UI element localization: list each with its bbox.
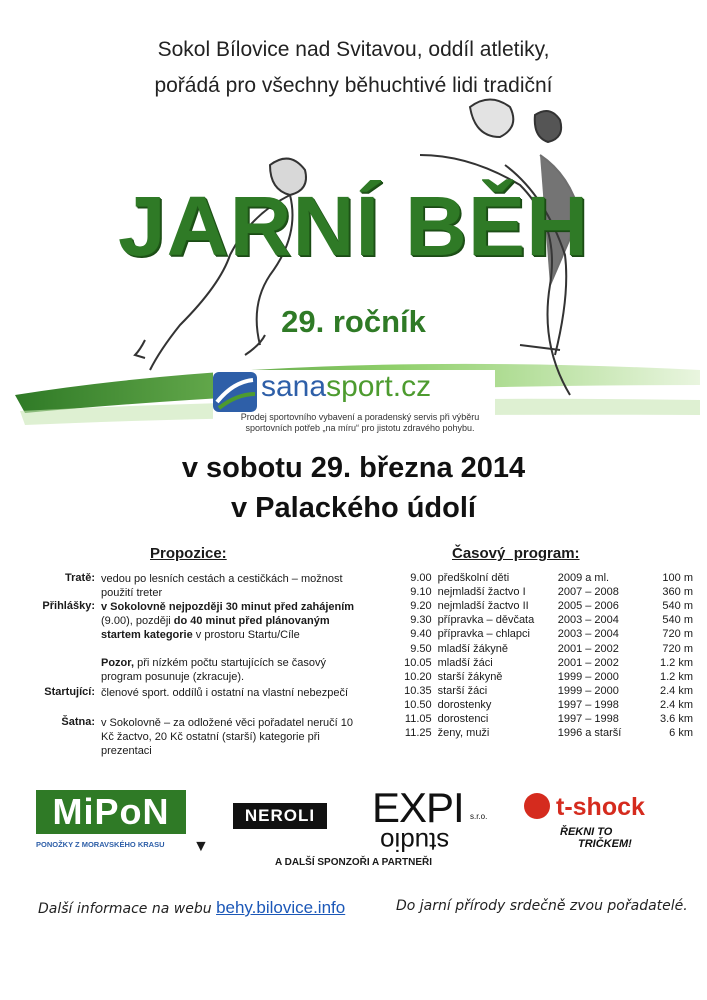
schedule-row xyxy=(393,726,693,740)
schedule-distance: 360 m xyxy=(662,586,693,599)
schedule-category: mladší žáci xyxy=(437,656,493,669)
propozice-heading: Propozice: xyxy=(150,545,227,562)
prihlasky-label: Přihlášky: xyxy=(42,600,95,612)
expi-sro: s.r.o. xyxy=(470,812,488,821)
event-place: v Palackého údolí xyxy=(231,492,476,524)
footer-invite: Do jarní přírody srdečně zvou pořadatelé. xyxy=(396,898,688,914)
schedule-category: dorostenci xyxy=(437,712,489,725)
header-line-2: pořádá pro všechny běhuchtivé lidi tradiční xyxy=(154,74,553,97)
schedule-row xyxy=(393,599,693,613)
expi-logo: EXPI xyxy=(372,784,464,831)
brand-sport: sport.cz xyxy=(326,370,432,403)
trate-text: vedou po lesních cestách a cestičkách – možnost použití treter xyxy=(101,573,343,599)
mipon-subtitle: PONOŽKY Z MORAVSKÉHO KRASU xyxy=(36,840,165,849)
prihlasky-text-2: v prostoru Startu/Cíle xyxy=(192,629,300,641)
event-date: v sobotu 29. března 2014 xyxy=(181,452,526,484)
schedule-category: předškolní děti xyxy=(437,572,510,585)
schedule-years: 2003 – 2004 xyxy=(557,628,619,641)
schedule-distance: 3.6 km xyxy=(659,712,693,725)
schedule-row xyxy=(393,613,693,627)
sanasport-banner xyxy=(213,370,495,438)
schedule-years: 1997 – 1998 xyxy=(557,712,619,725)
trate-label: Tratě: xyxy=(65,572,95,584)
header-line-1: Sokol Bílovice nad Svitavou, oddíl atletiky, xyxy=(157,38,550,61)
edition-label: 29. ročník xyxy=(281,304,426,339)
schedule-row xyxy=(393,684,693,698)
schedule-category: mladší žákyně xyxy=(437,642,508,655)
schedule-category: starší žáci xyxy=(437,684,488,697)
tshock-logo: t-shock xyxy=(556,793,645,821)
event-title: JARNÍ BĚH xyxy=(118,179,589,273)
pozor-bold: Pozor, xyxy=(101,657,135,669)
schedule-years: 2003 – 2004 xyxy=(557,614,619,627)
satna-label: Šatna: xyxy=(61,716,95,728)
startujici-text: členové sport. oddílů i ostatní na vlastní nebezpečí xyxy=(101,687,349,699)
schedule-time: 11.05 xyxy=(404,712,432,725)
schedule-time: 9.50 xyxy=(410,642,432,655)
schedule-row xyxy=(393,656,693,670)
tshock-shirt-icon xyxy=(524,793,550,819)
schedule-time: 10.35 xyxy=(404,684,432,697)
schedule-distance: 540 m xyxy=(662,614,693,627)
website-link[interactable]: behy.bilovice.info xyxy=(216,898,346,917)
schedule-row xyxy=(393,585,693,599)
schedule-time: 9.00 xyxy=(410,572,432,585)
sanasport-logo-icon xyxy=(213,372,257,412)
tshock-sub-2: TRIČKEM! xyxy=(578,838,632,850)
schedule-category: nejmladší žactvo I xyxy=(437,586,526,599)
schedule-row xyxy=(393,670,693,684)
prihlasky-bold-1: v Sokolovně nejpozději 30 minut před zahájením xyxy=(101,601,355,613)
schedule-years: 2009 a ml. xyxy=(557,572,610,585)
schedule-row xyxy=(393,571,693,585)
schedule-category: přípravka – děvčata xyxy=(437,614,535,627)
schedule-time: 11.25 xyxy=(404,727,432,740)
schedule-distance: 1.2 km xyxy=(659,670,693,683)
pozor-text xyxy=(101,656,366,684)
expi-studio: studio xyxy=(380,827,450,857)
schedule-category: ženy, muži xyxy=(437,727,490,740)
schedule-years: 2005 – 2006 xyxy=(557,600,619,613)
brand-sana: sana xyxy=(261,370,327,403)
schedule-heading: Časový program: xyxy=(452,545,580,562)
footer-info-text: Další informace na webu xyxy=(38,901,212,917)
prihlasky-text-1: (9.00), později xyxy=(101,615,174,627)
propozice-section xyxy=(0,545,366,775)
schedule-distance: 540 m xyxy=(662,600,693,613)
schedule-years: 1999 – 2000 xyxy=(557,670,619,683)
startujici-label: Startující: xyxy=(44,686,95,698)
schedule-category: starší žákyně xyxy=(437,670,503,683)
tshock-sub-1: ŘEKNI TO xyxy=(560,826,613,838)
schedule-category: nejmladší žactvo II xyxy=(437,600,529,613)
schedule-years: 1999 – 2000 xyxy=(557,684,619,697)
schedule-years: 2001 – 2002 xyxy=(557,656,619,669)
footer-info xyxy=(38,898,345,918)
satna-text: v Sokolovně – za odložené věci pořadatel neručí 10 Kč žactvo, 20 Kč ostatní (starší) kategorie při prezentaci xyxy=(101,717,353,757)
schedule-time: 10.20 xyxy=(404,670,432,683)
schedule-row xyxy=(393,698,693,712)
schedule-category: přípravka – chlapci xyxy=(437,628,530,641)
prihlasky-text xyxy=(101,600,366,642)
schedule-time: 10.05 xyxy=(404,656,432,669)
mipon-name: MiPoN xyxy=(36,790,186,834)
tagline-line-1: Prodej sportovního vybavení a poradenský servis při výběru xyxy=(240,412,480,422)
schedule-distance: 720 m xyxy=(662,642,693,655)
schedule-distance: 6 km xyxy=(669,727,693,740)
schedule-category: dorostenky xyxy=(437,698,492,711)
schedule-time: 9.30 xyxy=(410,614,432,627)
pozor-rest: při nízkém počtu startujících se časový program posunuje (zkracuje). xyxy=(101,657,326,683)
sanasport-wordmark xyxy=(261,370,431,404)
schedule-row xyxy=(393,641,693,655)
tagline-line-2: sportovních potřeb „na míru“ pro jistotu zdravého pohybu. xyxy=(245,423,475,433)
schedule-distance: 2.4 km xyxy=(659,698,693,711)
schedule-distance: 720 m xyxy=(662,628,693,641)
schedule-time: 9.40 xyxy=(410,628,432,641)
schedule-distance: 2.4 km xyxy=(659,684,693,697)
schedule-row xyxy=(393,712,693,726)
schedule-time: 9.20 xyxy=(410,600,432,613)
schedule-years: 2001 – 2002 xyxy=(557,642,619,655)
bat-icon: ▼ xyxy=(193,838,209,855)
schedule-distance: 100 m xyxy=(662,572,693,585)
schedule-distance: 1.2 km xyxy=(659,656,693,669)
schedule-time: 10.50 xyxy=(404,698,432,711)
prihlasky-bold-2: do 40 minut před plánovaným startem kategorie xyxy=(101,615,330,641)
sanasport-tagline xyxy=(225,412,495,434)
schedule-row xyxy=(393,627,693,641)
mipon-logo xyxy=(36,790,186,834)
schedule-time: 9.10 xyxy=(410,586,432,599)
schedule-years: 2007 – 2008 xyxy=(557,586,619,599)
more-sponsors: A DALŠÍ SPONZOŘI A PARTNEŘI xyxy=(274,857,433,868)
schedule-years: 1996 a starší xyxy=(557,727,622,740)
schedule-table xyxy=(393,571,693,740)
neroli-logo: NEROLI xyxy=(233,803,327,829)
schedule-years: 1997 – 1998 xyxy=(557,698,619,711)
